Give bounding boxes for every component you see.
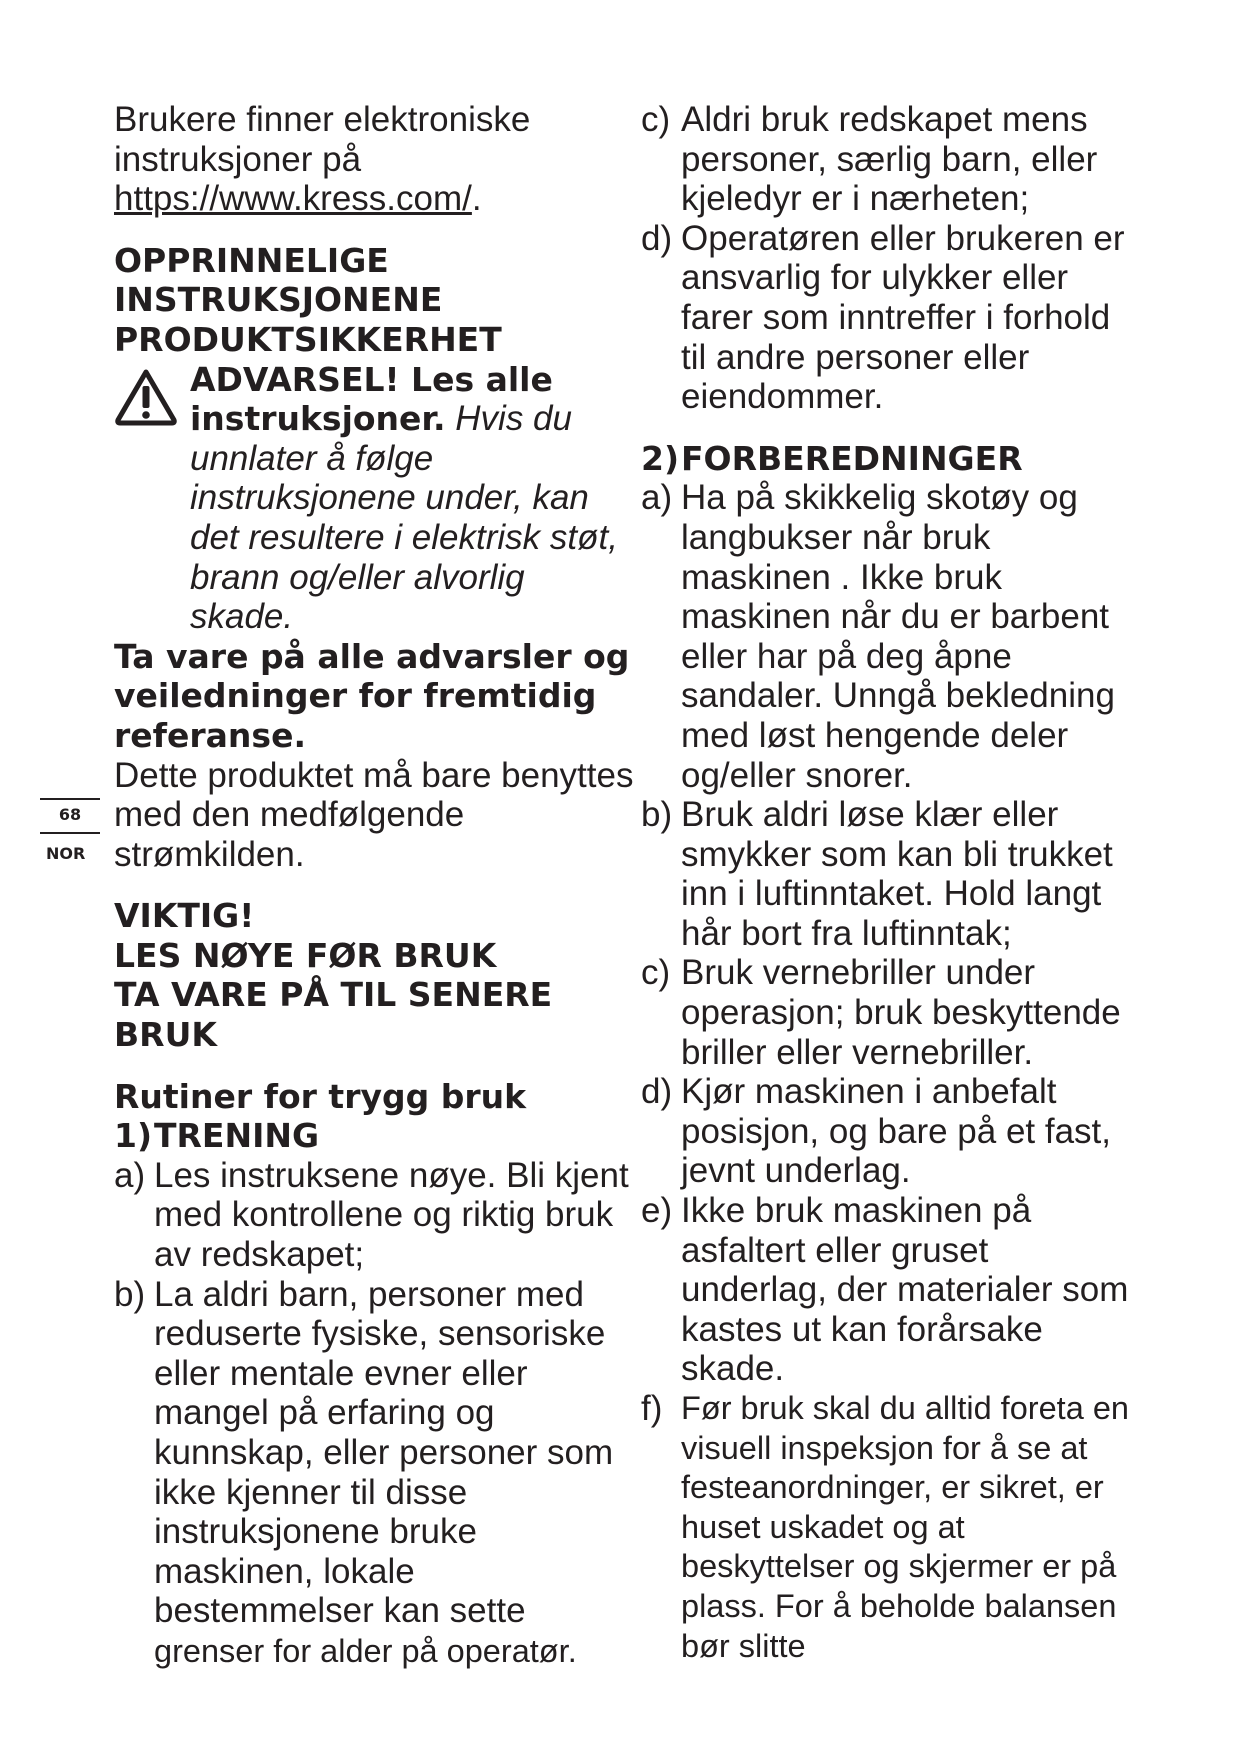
page-marker (40, 798, 100, 864)
intro-paragraph (114, 100, 634, 219)
list-item-text: Aldri bruk redskapet mens personer, særlig barn, eller kjeledyr er i nærheten; (681, 100, 1098, 219)
list-item (641, 219, 1141, 417)
warning-italic-text: Hvis du unnlater å følge instruksjonene under, kan det resultere i elektrisk støt, brann og/eller alvorlig skade. (190, 399, 618, 637)
page-rule-bottom (40, 832, 100, 834)
list-item-text: Kjør maskinen i anbefalt posisjon, og bare på et fast, jevnt underlag. (681, 1072, 1111, 1191)
section-2-number: 2) (641, 438, 680, 478)
list-item-label: e) (641, 1191, 673, 1231)
intro-text: Brukere finner elektroniske instruksjoner på (114, 100, 531, 179)
section-2-heading (641, 439, 1141, 479)
list-item-text: Før bruk skal du alltid foreta en visuell inspeksjon for å se at festeanordninger, er sikret, er huset uskadet og at beskyttelser og skjermer er på plass. For å beholde balansen bør slitte (681, 1390, 1129, 1664)
heading-original-instructions: OPPRINNELIGE INSTRUKSJONENE (114, 240, 443, 320)
keep-later-heading: TA VARE PÅ TIL SENERE BRUK (114, 975, 553, 1055)
intro-end: . (471, 179, 482, 219)
warning-block (114, 360, 634, 637)
list-item-text: Ha på skikkelig skotøy og langbukser når bruk maskinen . Ikke bruk maskinen når du er barbent eller har på deg åpne sandaler. Unngå bekledning med løst hengende deler og/eller snorer. (681, 478, 1115, 795)
section-1-heading (114, 1116, 634, 1156)
list-item (114, 1156, 634, 1275)
list-item (641, 1072, 1141, 1191)
list-item-text (154, 1275, 634, 1672)
list-item-label: b) (641, 795, 673, 835)
page-rule-top (40, 798, 100, 800)
right-column (641, 100, 1141, 1666)
list-item-label: d) (641, 1072, 673, 1112)
list-item-text-main: La aldri barn, personer med reduserte fysiske, sensoriske eller mentale evner eller mangel på erfaring og kunnskap, eller personer som ikke kjenner til disse instruksjonene bruke maskinen, lokale bestemmelser kan sette (154, 1274, 614, 1631)
list-item-text-tail: grenser for alder på operatør. (154, 1632, 577, 1669)
language-code: NOR (46, 844, 86, 863)
list-item (641, 953, 1141, 1072)
list-item (641, 795, 1141, 953)
page-number: 68 (58, 805, 82, 824)
list-item-label: b) (114, 1274, 146, 1314)
list-item-label: a) (114, 1155, 146, 1195)
safe-use-heading: Rutiner for trygg bruk (114, 1076, 527, 1116)
list-item-label: c) (641, 953, 671, 993)
list-item-label: f) (641, 1389, 663, 1428)
list-item-text: Bruk aldri løse klær eller smykker som kan bli trukket inn i luftinntaket. Hold langt hår bort fra luftinntak; (681, 795, 1113, 953)
list-item-text: Les instruksene nøye. Bli kjent med kontrollene og riktig bruk av redskapet; (154, 1155, 629, 1275)
heading-product-safety: PRODUKTSIKKERHET (114, 319, 502, 359)
list-item-text: Ikke bruk maskinen på asfaltert eller gruset underlag, der materialer som kastes ut kan forårsake skade. (681, 1191, 1129, 1389)
list-item-label: c) (641, 100, 671, 139)
list-item-label: d) (641, 218, 673, 258)
list-item-text: Bruk vernebriller under operasjon; bruk beskyttende briller eller vernebriller. (681, 953, 1121, 1072)
kress-link[interactable]: https://www.kress.com/ (114, 179, 472, 219)
section-1-title: TRENING (154, 1116, 320, 1156)
important-heading: VIKTIG! (114, 896, 255, 936)
section-2-title: FORBEREDNINGER (681, 438, 1023, 478)
read-before-heading: LES NØYE FØR BRUK (114, 935, 497, 975)
list-item (641, 100, 1141, 219)
section-1-number: 1) (114, 1116, 153, 1156)
keep-warnings-text: Ta vare på alle advarsler og veiledninger for fremtidig referanse. (114, 636, 630, 755)
power-supply-text: Dette produktet må bare benyttes med den medfølgende strømkilden. (114, 755, 634, 874)
list-item-label: a) (641, 478, 673, 518)
list-item (641, 1191, 1141, 1389)
list-item (114, 1275, 634, 1672)
list-item (641, 478, 1141, 795)
warning-bold-text: ADVARSEL! Les alle instruksjoner. (190, 359, 553, 439)
warning-triangle-icon (114, 368, 178, 426)
list-item (641, 1389, 1141, 1666)
list-item-text: Operatøren eller brukeren er ansvarlig for ulykker eller farer som inntreffer i forhold til andre personer eller eiendommer. (681, 218, 1125, 417)
left-column (114, 100, 634, 1672)
